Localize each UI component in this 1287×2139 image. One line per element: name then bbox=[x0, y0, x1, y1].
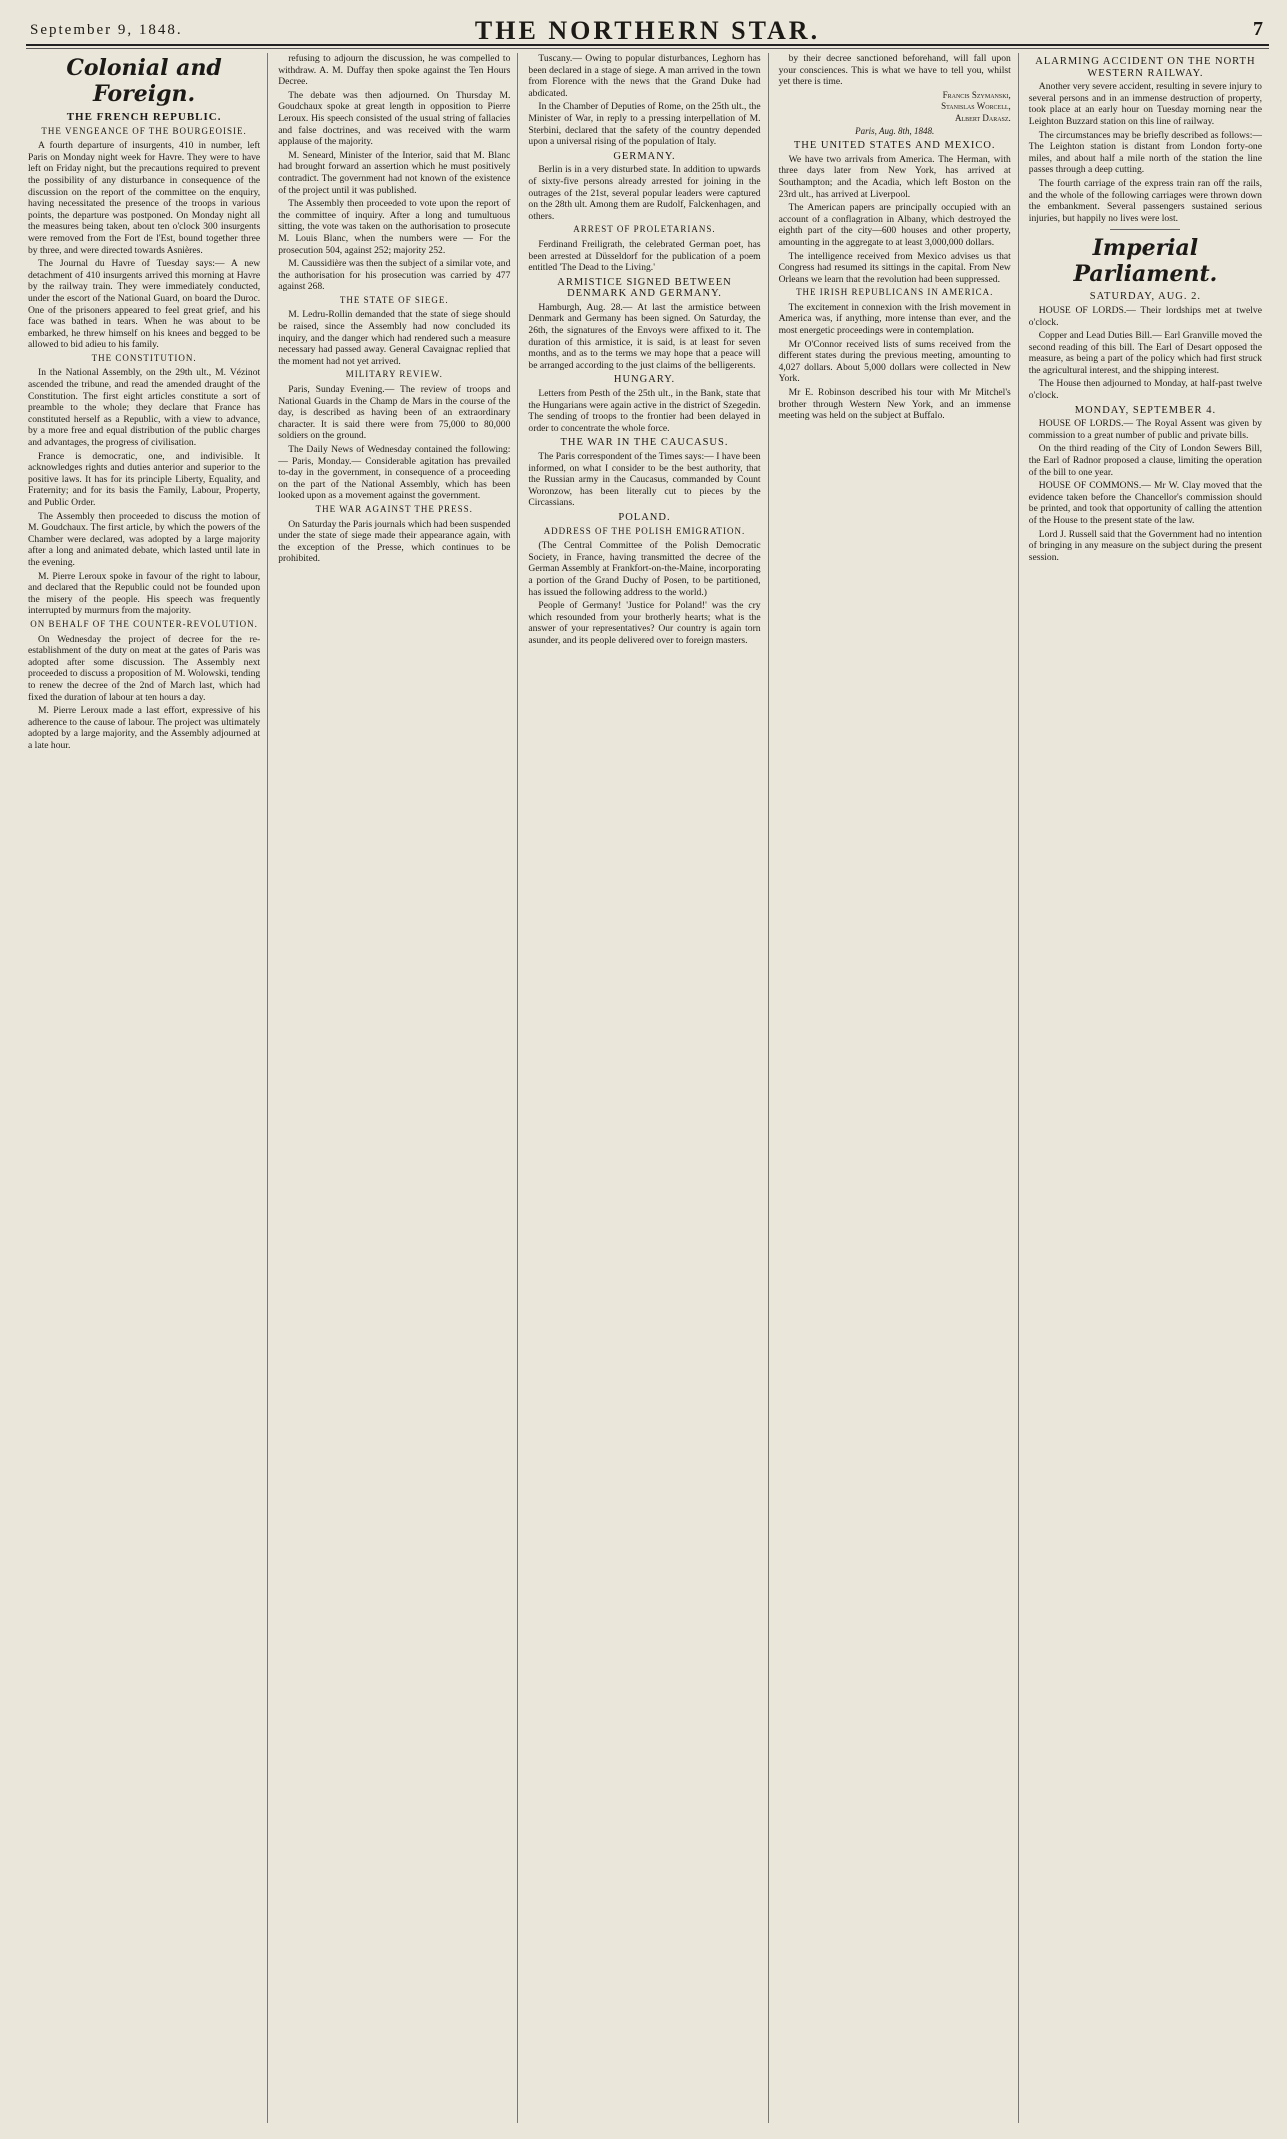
signature-line: Albert Darasz. bbox=[954, 112, 1011, 123]
paragraph: Hamburgh, Aug. 28.— At last the armistice between Denmark and Germany has been signed. On Saturday, the 26th, the signatures of the Envoys were affixed to it. The duration of this armistice, it is said, is at least for seven months, and as to the terms we may hope that a peace will be arranged according to the just claims of the belligerents. bbox=[528, 301, 761, 371]
paragraph: In the National Assembly, on the 29th ult., M. Vézinot ascended the tribune, and read the amended draught of the Constitution. The first eight articles constitute a sort of preamble to the whole; they declare that France has constituted herself as a Republic, with a view to advance, by a more free and equal distribution of the public charges and advantages, the progress of civilisation. bbox=[28, 367, 261, 449]
paragraph: The excitement in connexion with the Irish movement in America was, if anything, more intense than ever, and the most energetic proceedings were in contemplation. bbox=[778, 301, 1011, 337]
subheading-polish-address: ADDRESS OF THE POLISH EMIGRATION. bbox=[543, 525, 746, 536]
heading-us-mexico: THE UNITED STATES AND MEXICO. bbox=[793, 140, 996, 152]
paragraph: by their decree sanctioned beforehand, will fall upon your consciences. This is what we have to tell you, whilst yet there is time. bbox=[778, 53, 1011, 88]
column-5 bbox=[1027, 53, 1269, 2123]
paragraph: Letters from Pesth of the 25th ult., in the Bank, state that the Hungarians were again active in the district of Szegedin. The sending of troops to the frontier had been delayed in order to concentrate the whole force. bbox=[528, 388, 761, 434]
paragraph: On Saturday the Paris journals which had been suspended under the state of siege made their appearance again, with the exception of the Presse, which continues to be prohibited. bbox=[278, 518, 511, 565]
paragraph: (The Central Committee of the Polish Democratic Society, in France, having transmitted the decree of the German Assembly at Frankfort-on-the-Maine, incorporating a portion of the Grand Duchy of Posen, to be partitioned, has issued the following address to the world.) bbox=[528, 540, 761, 598]
paragraph: Another very severe accident, resulting in severe injury to several persons and in an immense destruction of property, took place at an early hour on Tuesday morning near the Leighton Buzzard station on this line of railway. bbox=[1028, 81, 1262, 127]
paragraph: HOUSE OF COMMONS.— Mr W. Clay moved that the evidence taken before the Chancellor's commission should be printed, and took that opportunity of calling the attention of the House to the present state of the law. bbox=[1028, 480, 1262, 526]
subheading-arrest: ARREST OF PROLETARIANS. bbox=[573, 224, 716, 235]
paragraph: refusing to adjourn the discussion, he was compelled to withdraw. A. M. Duffay then spoke against the Ten Hours Decree. bbox=[278, 53, 511, 88]
paragraph: Mr E. Robinson described his tour with Mr Mitchel's brother through Western New York, and an immense meeting was held on the subject at Buffalo. bbox=[778, 387, 1011, 422]
subheading-irish-republicans: THE IRISH REPUBLICANS IN AMERICA. bbox=[796, 287, 994, 298]
subheading-state-of-siege: THE STATE OF SIEGE. bbox=[339, 294, 449, 305]
paragraph: Mr O'Connor received lists of sums received from the different states during the previous meeting, amounting to 4,027 dollars. About 5,000 dollars were collected in New York. bbox=[778, 338, 1011, 385]
paragraph: The fourth carriage of the express train ran off the rails, and the whole of the following carriages were thrown down the embankment. Several passengers sustained serious injuries, but happily no lives were lost. bbox=[1028, 177, 1262, 224]
paragraph: In the Chamber of Deputies of Rome, on the 25th ult., the Minister of War, in reply to a pressing interpellation of M. Sterbini, declared that the safety of the country depended upon a universal rising of the population of Italy. bbox=[528, 101, 761, 148]
heading-poland: POLAND. bbox=[618, 511, 671, 523]
heading-germany: GERMANY. bbox=[613, 150, 676, 162]
page-number: 7 bbox=[1253, 18, 1263, 40]
subheading-war-against-press: THE WAR AGAINST THE PRESS. bbox=[315, 503, 473, 514]
paragraph: The Assembly then proceeded to vote upon the report of the committee of inquiry. After a long and tumultuous sitting, the vote was taken on the authorisation to prosecute M. Louis Blanc, when the numbers were — For the prosecution 504, against 252; majority 252. bbox=[278, 198, 511, 256]
column-3 bbox=[526, 53, 768, 2123]
subheading-military-review: MILITARY REVIEW. bbox=[345, 369, 443, 380]
paragraph: The American papers are principally occupied with an account of a conflagration in Albany, which destroyed the eighth part of the city—600 houses and other property, amounting in the aggregate to at least 3,000,000 dollars. bbox=[778, 202, 1011, 248]
section-heading-foreign: Colonial and Foreign. bbox=[66, 55, 222, 107]
paragraph: Paris, Sunday Evening.— The review of troops and National Guards in the Champ de Mars in the course of the day, is described as having been of an extraordinary character. It is said there were from 75,000 to 80,000 soldiers on the ground. bbox=[278, 384, 511, 442]
paragraph: M. Pierre Leroux spoke in favour of the right to labour, and declared that the Republic could not be founded upon the misery of the people. His speech was frequently interrupted by murmurs from the majority. bbox=[28, 570, 261, 617]
paragraph: M. Caussidière was then the subject of a similar vote, and the authorisation for his prosecution was carried by 477 against 268. bbox=[278, 258, 511, 293]
paragraph: The Journal du Havre of Tuesday says:— A new detachment of 410 insurgents arrived this morning at Havre by the railway train. They were immediately conducted, under the escort of the National Guard, on board the Duroc. One of the prisoners appeared to feel great grief, and his face was bathed in tears. When he was about to be embarked, he threw himself on his knees and begged to be allowed to bid adieu to his family. bbox=[28, 258, 261, 351]
paragraph: The debate was then adjourned. On Thursday M. Goudchaux spoke at great length in opposition to Pierre Leroux. His speech consisted of the usual string of fallacies and false doctrines, and was received with the warm applause of the majority. bbox=[278, 89, 511, 148]
subheading-vengeance: THE VENGEANCE OF THE BOURGEOISIE. bbox=[41, 125, 247, 136]
heading-hungary: HUNGARY. bbox=[613, 374, 676, 386]
subheading-counter-revolution: ON BEHALF OF THE COUNTER-REVOLUTION. bbox=[30, 618, 258, 629]
paragraph: M. Seneard, Minister of the Interior, said that M. Blanc had brought forward an assertion which he must positively contradict. The government had not known of the existence of the project until it was published. bbox=[278, 149, 511, 196]
heading-armistice: ARMISTICE SIGNED BETWEEN DENMARK AND GERMANY. bbox=[557, 276, 732, 300]
masthead-rule bbox=[26, 48, 1269, 49]
signatures bbox=[779, 90, 1011, 125]
signature-line: Stanislas Worcell, bbox=[941, 101, 1011, 112]
paragraph: France is democratic, one, and indivisible. It acknowledges rights and duties anterior and superior to the positive laws. It has for its principle Liberty, Equality, and Fraternity; and for its basis the Family, Labour, Property, and Public Order. bbox=[28, 450, 261, 508]
paragraph: The circumstances may be briefly described as follows:— The Leighton station is distant from London forty-one miles, and about half a mile north of the station the line passes through a deep cutting. bbox=[1028, 129, 1262, 176]
paragraph: M. Ledru-Rollin demanded that the state of siege should be raised, since the Assembly had now concluded its inquiry, and the danger which had rendered such a measure necessary had passed away. General Cavaignac replied that the moment had not yet arrived. bbox=[278, 309, 511, 367]
heading-caucasus: THE WAR IN THE CAUCASUS. bbox=[560, 437, 729, 449]
paragraph: Ferdinand Freiligrath, the celebrated German poet, has been arrested at Düsseldorf for the publication of a poem entitled 'The Dead to the Living.' bbox=[528, 238, 761, 274]
paragraph: M. Pierre Leroux made a last effort, expressive of his adherence to the cause of labour. The project was ultimately adopted by a large majority, and the Assembly adjourned at a late hour. bbox=[28, 705, 261, 751]
issue-date: September 9, 1848. bbox=[30, 22, 183, 38]
masthead bbox=[26, 14, 1269, 46]
signature-line: Francis Szymanski, bbox=[942, 89, 1011, 100]
date-heading: MONDAY, SEPTEMBER 4. bbox=[1074, 404, 1217, 416]
paragraph: We have two arrivals from America. The Herman, with three days later from New York, has arrived at Southampton; and the Acadia, which left Boston on the 23rd ult., has arrived at Liverpool. bbox=[778, 153, 1011, 200]
newspaper-title: THE NORTHERN STAR. bbox=[474, 16, 821, 45]
paragraph: Tuscany.— Owing to popular disturbances, Leghorn has been declared in a stage of siege. A man arrived in the town from Florence with the news that the Grand Duke had abdicated. bbox=[528, 53, 761, 99]
paragraph: The House then adjourned to Monday, at half-past twelve o'clock. bbox=[1028, 378, 1262, 402]
paragraph: Berlin is in a very disturbed state. In addition to upwards of sixty-five persons already arrested for joining in the outrages of the 21st, several popular leaders were captured on the 28th ult. Among them are Rudolf, Falckenhagen, and others. bbox=[528, 164, 761, 222]
paragraph: A fourth departure of insurgents, 410 in number, left Paris on Monday night week for Havre. They were to have left on Friday night, but the precautions required to prevent the possibility of any disturbance in consequence of the discussion on the report of the committee on the enquiry, having necessitated the presence of the troops in various points, the departure was postponed. On Monday night all the measures being taken, about ten o'clock 300 insurgents were removed from the Fort de l'Est, bound together three by three, and were directed towards Asnières. bbox=[28, 140, 261, 256]
paragraph: HOUSE OF LORDS.— Their lordships met at twelve o'clock. bbox=[1028, 304, 1262, 328]
divider bbox=[1110, 229, 1180, 230]
paragraph: Lord J. Russell said that the Government had no intention of bringing in any measure on the subject during the present session. bbox=[1028, 528, 1262, 563]
column-1 bbox=[26, 53, 268, 2123]
signature-place: Paris, Aug. 8th, 1848. bbox=[855, 125, 935, 136]
subheading-constitution: THE CONSTITUTION. bbox=[91, 352, 197, 363]
column-2 bbox=[276, 53, 518, 2123]
paragraph: On Wednesday the project of decree for the re-establishment of the duty on meat at the gates of Paris was adopted after some discussion. The Assembly next proceeded to discuss a proposition of M. Wolowski, tending to renew the decree of the 2nd of March last, which had fixed the duration of labour at ten hours a day. bbox=[28, 633, 261, 703]
paragraph: The Paris correspondent of the Times says:— I have been informed, on what I consider to be the best authority, that the Russian army in the Caucasus, commanded by Count Woronzow, has been literally cut to pieces by the Circassians. bbox=[528, 451, 761, 509]
paragraph: People of Germany! 'Justice for Poland!' was the cry which resounded from your brotherly hearts; what is the answer of your representatives? Our country is again torn asunder, and its people delivered over to foreign masters. bbox=[528, 600, 761, 646]
paragraph: The Assembly then proceeded to discuss the motion of M. Goudchaux. The first article, by which the powers of the Chamber were declared, was adopted by a large majority after a long and animated debate, which lasted until late in the evening. bbox=[28, 510, 261, 568]
date-heading: SATURDAY, AUG. 2. bbox=[1089, 291, 1201, 303]
column-4 bbox=[777, 53, 1019, 2123]
columns bbox=[26, 53, 1269, 2123]
heading-french-republic: THE FRENCH REPUBLIC. bbox=[66, 111, 222, 123]
heading-railway-accident: ALARMING ACCIDENT ON THE NORTH WESTERN RAILWAY. bbox=[1035, 56, 1256, 79]
paragraph: The Daily News of Wednesday contained the following:— Paris, Monday.— Considerable agitation has prevailed to-day in the government, in consequence of a proceeding on the part of the National Assembly, which has been looked upon as a movement against the government. bbox=[278, 444, 511, 502]
section-heading-parliament: Imperial Parliament. bbox=[1073, 235, 1218, 288]
paragraph: On the third reading of the City of London Sewers Bill, the Earl of Radnor proposed a clause, limiting the operation of the bill to one year. bbox=[1028, 443, 1262, 478]
paragraph: Copper and Lead Duties Bill.— Earl Granville moved the second reading of this bill. The Earl of Desart opposed the measure, as being a part of the policy which had first struck the agricultural interest, and the shipping interest. bbox=[1028, 330, 1262, 376]
paragraph: The intelligence received from Mexico advises us that Congress had resumed its sittings in the capital. From New Orleans we learn that the revolution had been suppressed. bbox=[778, 250, 1011, 285]
paragraph: HOUSE OF LORDS.— The Royal Assent was given by commission to a great number of public and private bills. bbox=[1028, 418, 1262, 441]
